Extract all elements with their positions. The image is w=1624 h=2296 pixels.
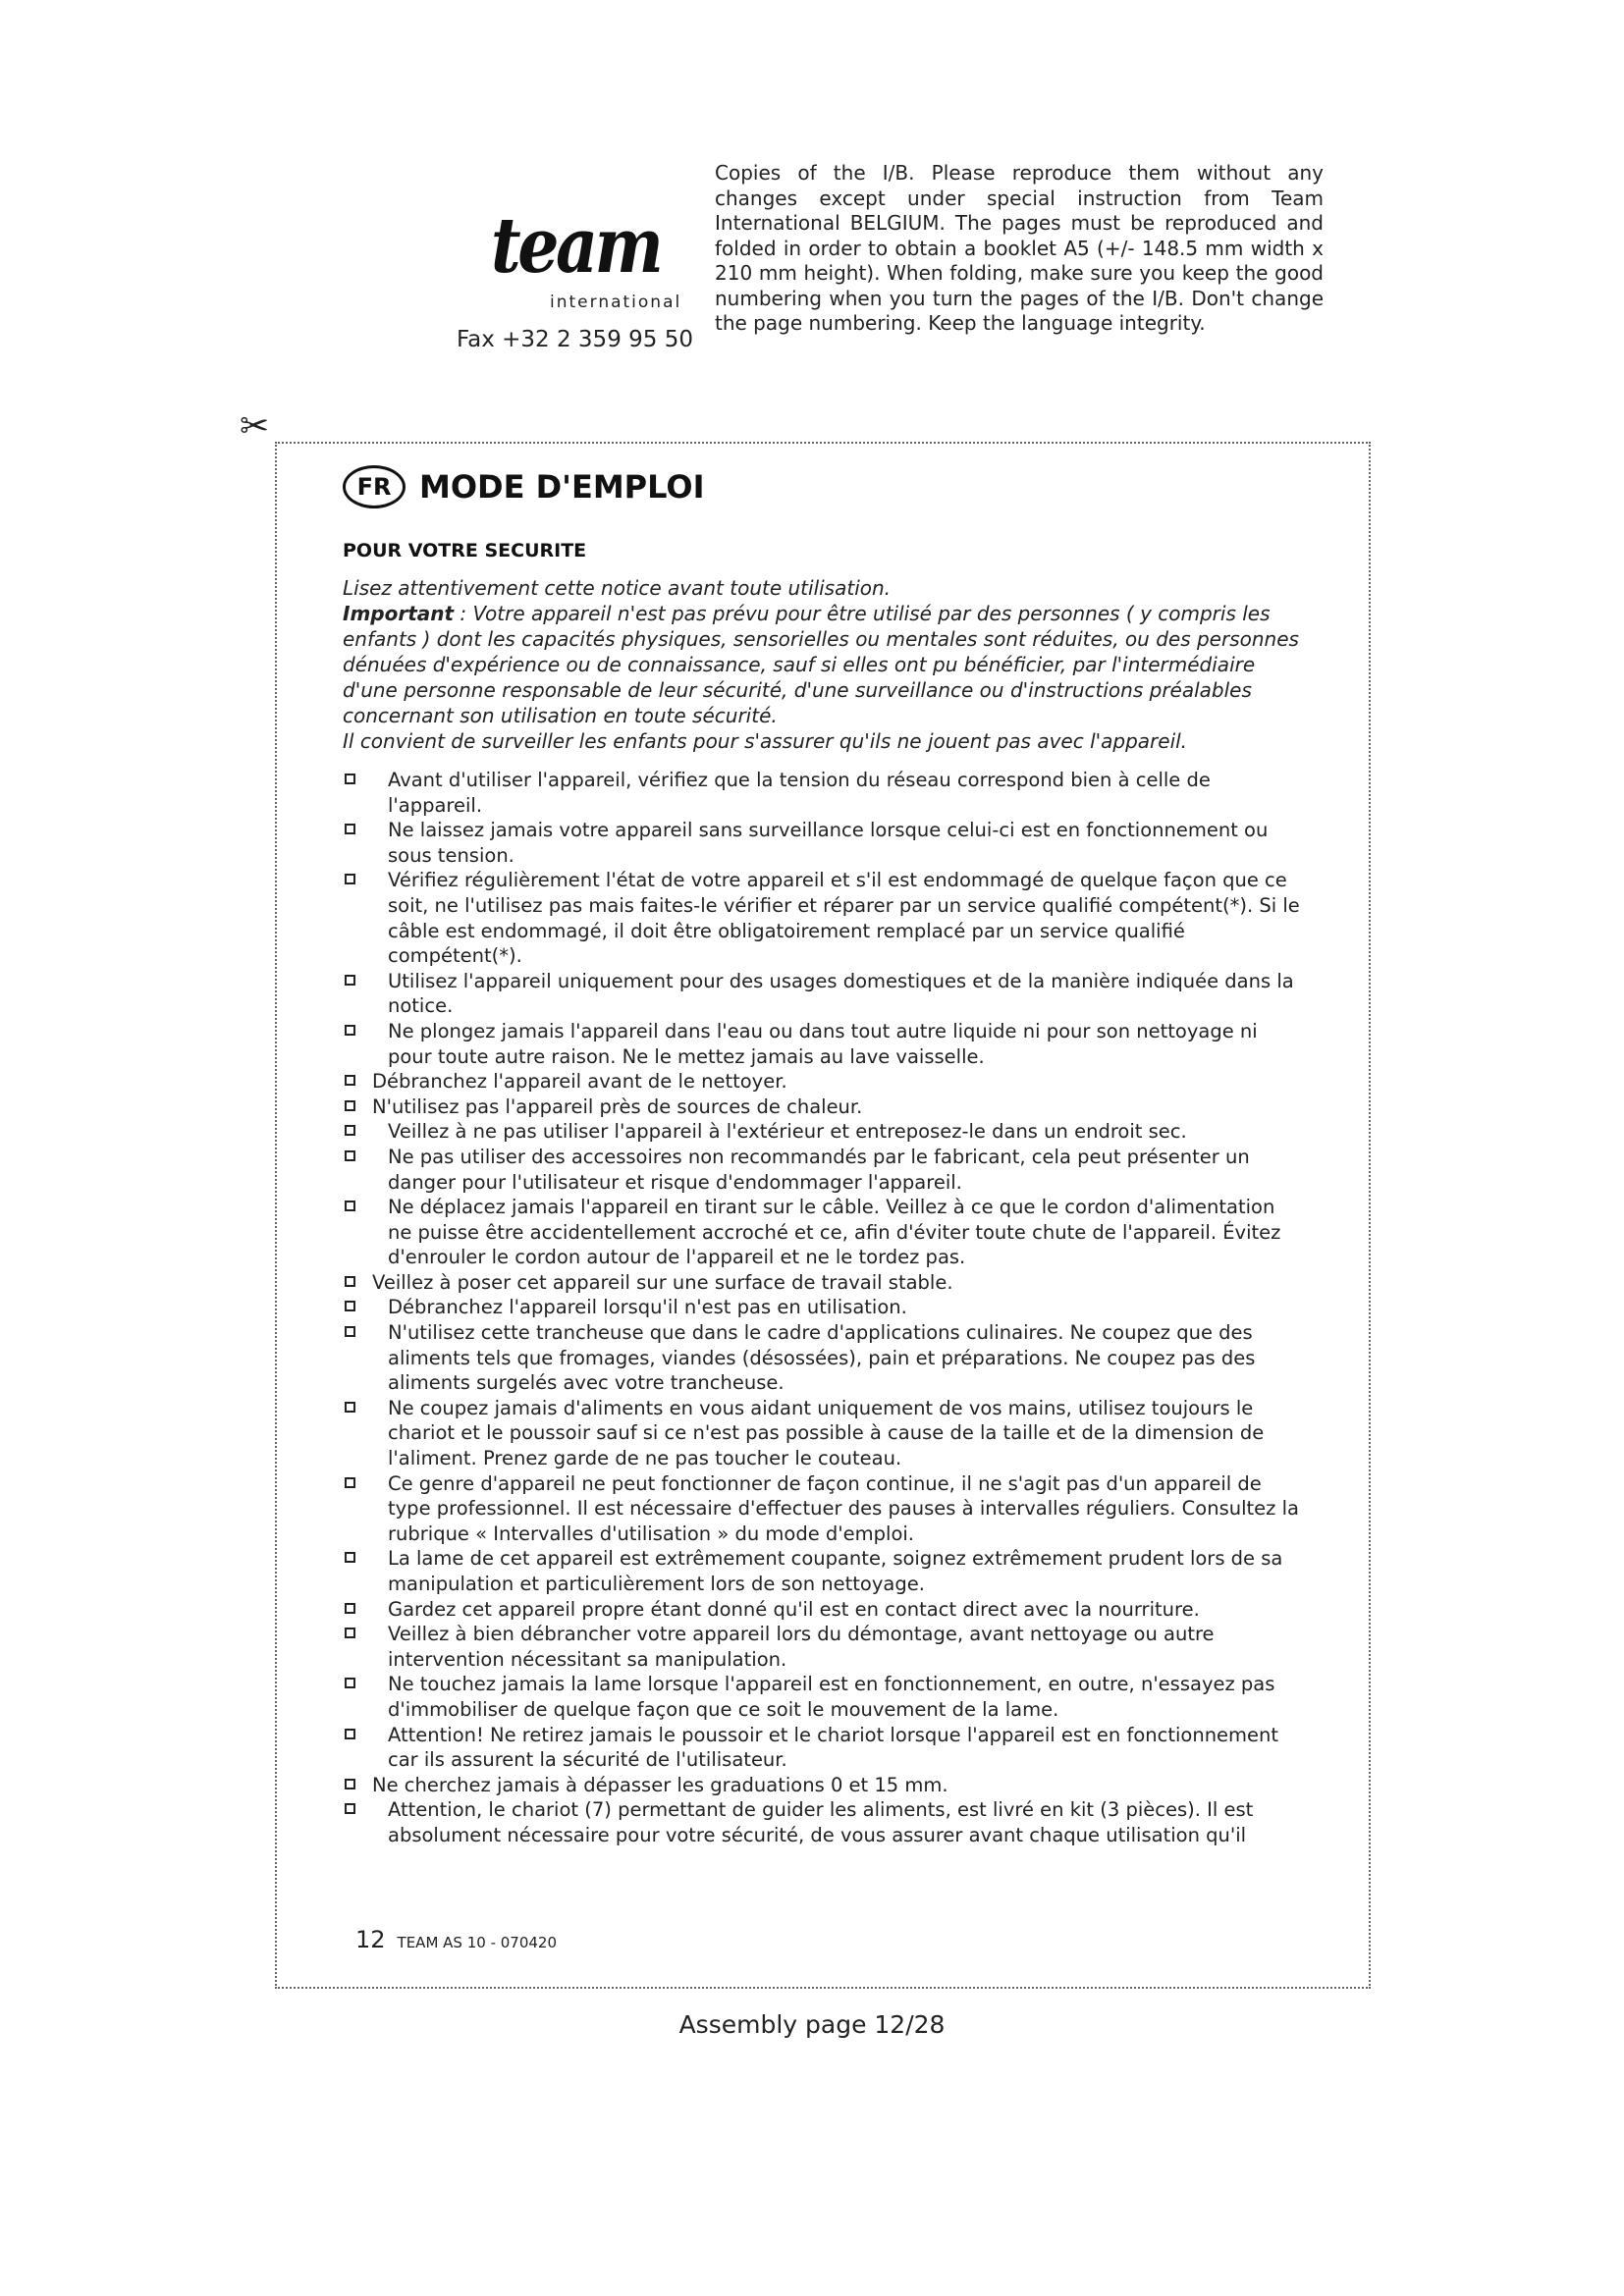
checkbox-bullet-icon: [345, 1779, 355, 1789]
list-item: Avant d'utiliser l'appareil, vérifiez que la tension du réseau correspond bien à celle de l'appareil.: [343, 768, 1301, 818]
list-item: Ne plongez jamais l'appareil dans l'eau ou dans tout autre liquide ni pour son nettoyage ni pour toute autre raison. Ne le mettez jamais au lave vaisselle.: [343, 1019, 1301, 1069]
list-item: Ne déplacez jamais l'appareil en tirant sur le câble. Veillez à ce que le cordon d'alimentation ne puisse être accidentellement accroché et ce, afin d'éviter toute chute de l'appareil. Évitez d'enrouler le cordon autour de l'appareil et ne le tordez pas.: [343, 1195, 1301, 1270]
checkbox-bullet-icon: [345, 774, 355, 784]
team-logo: [481, 177, 682, 324]
page-footer: [355, 1926, 557, 1953]
list-item: N'utilisez pas l'appareil près de sources de chaleur.: [343, 1095, 1301, 1120]
checkbox-bullet-icon: [345, 1025, 355, 1036]
list-item: Ce genre d'appareil ne peut fonctionner de façon continue, il ne s'agit pas d'un appareil de type professionnel. Il est nécessaire d'effectuer des pauses à intervalles réguliers. Consultez la rubrique « Intervalles d'utilisation » du mode d'emploi.: [343, 1471, 1301, 1547]
list-item: Attention, le chariot (7) permettant de guider les aliments, est livré en kit (3 pièces). Il est absolument nécessaire pour votre sécurité, de vous assurer avant chaque utilisation qu'il: [343, 1797, 1301, 1847]
checkbox-bullet-icon: [345, 1402, 355, 1413]
safety-list: [343, 768, 1301, 1848]
checkbox-bullet-icon: [345, 975, 355, 986]
checkbox-bullet-icon: [345, 1628, 355, 1638]
list-item: Veillez à poser cet appareil sur une surface de travail stable.: [343, 1270, 1301, 1296]
manual-title-row: [343, 465, 704, 508]
important-text: : Votre appareil n'est pas prévu pour être utilisé par des personnes ( y compris les enfants ) dont les capacités physiques, sensorielles ou mentales sont réduites, ou des personnes dénuées d'expérience ou de connaissance, sauf si elles ont pu bénéficier, par l'intermédiaire d'une personne responsable de leur sécurité, d'une surveillance ou d'instructions préalables concernant son utilisation en toute sécurité.: [343, 602, 1299, 727]
list-item: Débranchez l'appareil lorsqu'il n'est pas en utilisation.: [343, 1295, 1301, 1320]
list-item: Ne cherchez jamais à dépasser les graduations 0 et 15 mm.: [343, 1773, 1301, 1798]
list-item: Veillez à ne pas utiliser l'appareil à l'extérieur et entreposez-le dans un endroit sec.: [343, 1119, 1301, 1145]
section-title: POUR VOTRE SECURITE: [343, 540, 587, 561]
fax-number: Fax +32 2 359 95 50: [457, 327, 693, 352]
checkbox-bullet-icon: [345, 1276, 355, 1287]
checkbox-bullet-icon: [345, 1326, 355, 1337]
list-item: Attention! Ne retirez jamais le poussoir et le chariot lorsque l'appareil est en fonctionnement car ils assurent la sécurité de l'utilisateur.: [343, 1723, 1301, 1773]
scissor-icon: ✂: [240, 406, 270, 447]
list-item: Gardez cet appareil propre étant donné qu'il est en contact direct avec la nourriture.: [343, 1597, 1301, 1623]
list-item: Vérifiez régulièrement l'état de votre appareil et s'il est endommagé de quelque façon que ce soit, ne l'utilisez pas mais faites-le vérifier et réparer par un service qualifié compétent(*). Si le câble est endommagé, il doit être obligatoirement remplacé par un service qualifié compétent(*).: [343, 868, 1301, 968]
checkbox-bullet-icon: [345, 1552, 355, 1563]
checkbox-bullet-icon: [345, 1803, 355, 1814]
page-number: 12: [355, 1926, 386, 1953]
list-item: Ne laissez jamais votre appareil sans surveillance lorsque celui-ci est en fonctionnement ou sous tension.: [343, 818, 1301, 868]
model-reference: TEAM AS 10 - 070420: [397, 1934, 558, 1951]
assembly-page-label: Assembly page 12/28: [678, 2010, 946, 2039]
checkbox-bullet-icon: [345, 824, 355, 834]
list-item: Veillez à bien débrancher votre appareil lors du démontage, avant nettoyage ou autre intervention nécessitant sa manipulation.: [343, 1622, 1301, 1672]
important-label: Important: [343, 602, 455, 625]
checkbox-bullet-icon: [345, 1100, 355, 1111]
checkbox-bullet-icon: [345, 1150, 355, 1161]
list-item: La lame de cet appareil est extrêmement coupante, soignez extrêmement prudent lors de sa manipulation et particulièrement lors de son nettoyage.: [343, 1546, 1301, 1596]
list-item: Ne pas utiliser des accessoires non recommandés par le fabricant, cela peut présenter un danger pour l'utilisateur et risque d'endommager l'appareil.: [343, 1145, 1301, 1195]
intro-block: [343, 575, 1305, 754]
language-badge: FR: [343, 465, 406, 508]
copies-instructions: Copies of the I/B. Please reproduce them without any changes except under special instruction from Team International BELGIUM. The pages must be reproduced and folded in order to obtain a booklet A5 (+/- 148.5 mm width x 210 mm height). When folding, make sure you keep the good numbering when you turn the pages of the I/B. Don't change the page numbering. Keep the language integrity.: [715, 161, 1324, 335]
list-item: Débranchez l'appareil avant de le nettoyer.: [343, 1069, 1301, 1095]
checkbox-bullet-icon: [345, 1125, 355, 1136]
checkbox-bullet-icon: [345, 1678, 355, 1688]
checkbox-bullet-icon: [345, 1477, 355, 1488]
important-paragraph: [343, 601, 1305, 728]
checkbox-bullet-icon: [345, 1075, 355, 1086]
list-item: N'utilisez cette trancheuse que dans le cadre d'applications culinaires. Ne coupez que des aliments tels que fromages, viandes (désossées), pain et préparations. Ne coupez pas des aliments surgelés avec votre trancheuse.: [343, 1320, 1301, 1396]
list-item: Utilisez l'appareil uniquement pour des usages domestiques et de la manière indiquée dans la notice.: [343, 969, 1301, 1019]
intro-line: Il convient de surveiller les enfants pour s'assurer qu'ils ne jouent pas avec l'appareil.: [343, 729, 1188, 753]
checkbox-bullet-icon: [345, 1729, 355, 1739]
manual-title: MODE D'EMPLOI: [419, 468, 705, 506]
checkbox-bullet-icon: [345, 1301, 355, 1311]
logo-wordmark: team: [491, 201, 661, 291]
checkbox-bullet-icon: [345, 1201, 355, 1211]
list-item: Ne coupez jamais d'aliments en vous aidant uniquement de vos mains, utilisez toujours le chariot et le poussoir sauf si ce n'est pas possible à cause de la taille et de la dimension de l'aliment. Prenez garde de ne pas toucher le couteau.: [343, 1396, 1301, 1471]
checkbox-bullet-icon: [345, 874, 355, 884]
list-item: Ne touchez jamais la lame lorsque l'appareil est en fonctionnement, en outre, n'essayez pas d'immobiliser de quelque façon que ce soit le mouvement de la lame.: [343, 1672, 1301, 1722]
intro-line: Lisez attentivement cette notice avant toute utilisation.: [343, 576, 892, 600]
checkbox-bullet-icon: [345, 1603, 355, 1614]
logo-subtext: international: [550, 293, 682, 312]
